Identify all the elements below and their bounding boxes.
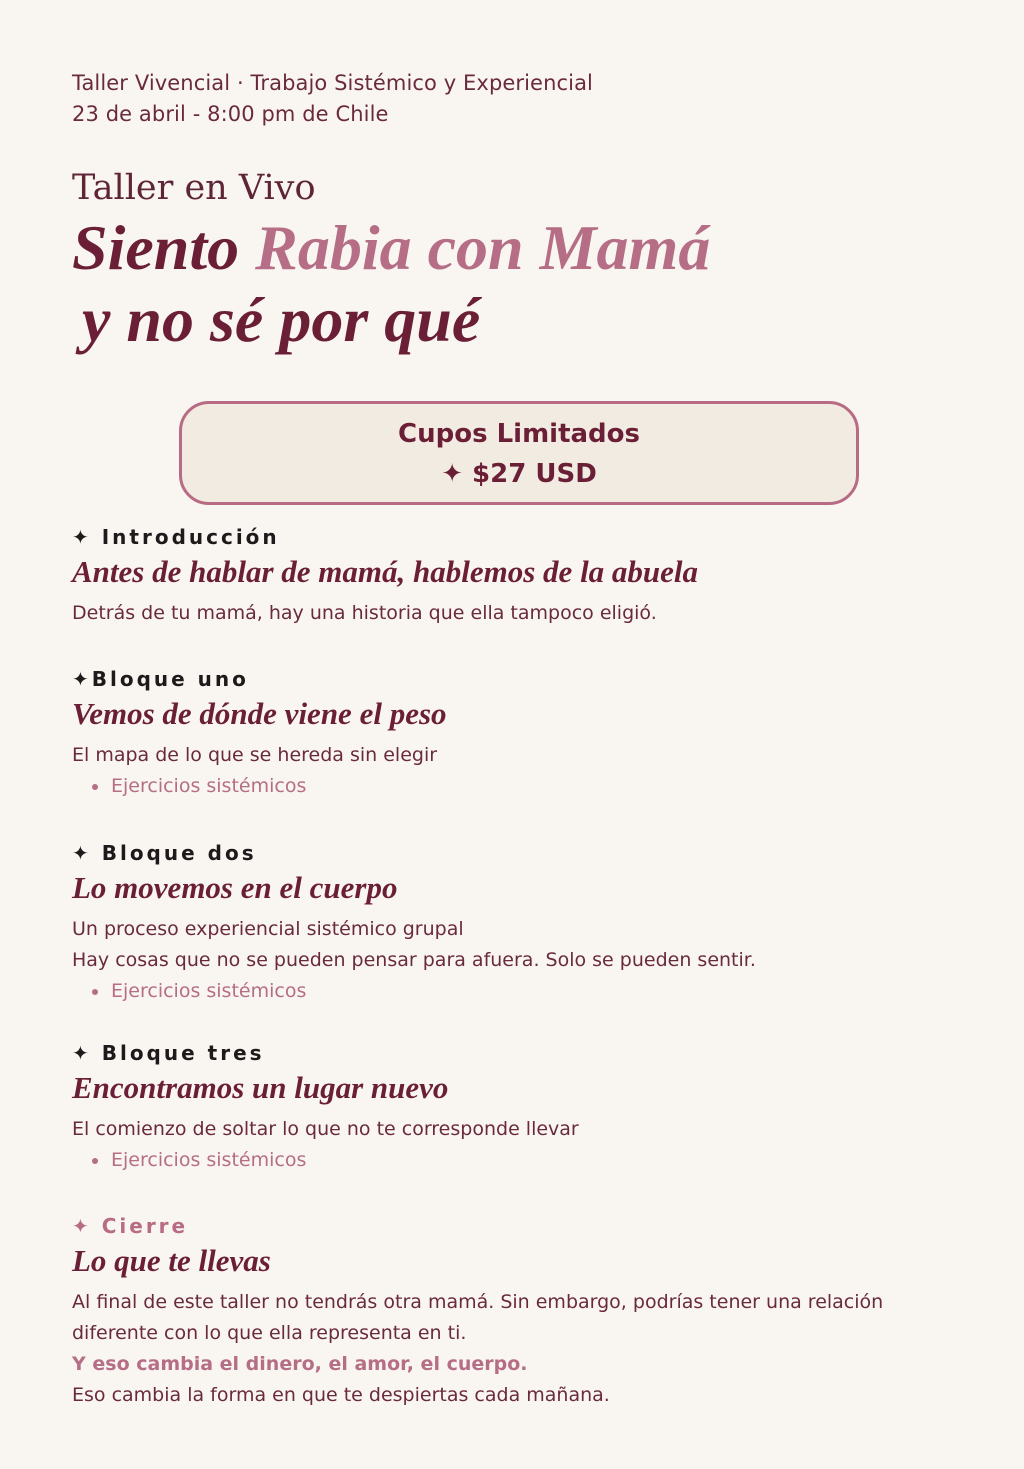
section-text: Un proceso experiencial sistémico grupal (72, 918, 464, 940)
workshop-type: Taller Vivencial · Trabajo Sistémico y Experiencial (72, 71, 593, 95)
limited-spots-badge (179, 401, 859, 505)
section-title: Antes de hablar de mamá, hablemos de la abuela (72, 554, 699, 589)
section-text: Detrás de tu mamá, hay una historia que ella tampoco eligió. (72, 602, 657, 624)
hero-title-accent: Rabia con Mamá (255, 212, 711, 283)
section-text: El comienzo de soltar lo que no te corresponde llevar (72, 1118, 579, 1140)
hero-title-line2: y no sé por qué (82, 284, 481, 355)
list-item: Ejercicios sistémicos (72, 771, 952, 802)
section-label: ✦Bloque uno (72, 667, 249, 691)
section-bloque-tres (72, 1040, 952, 1176)
list-item: Ejercicios sistémicos (72, 1145, 952, 1176)
section-label: ✦ Bloque dos (72, 841, 257, 865)
limited-spots-label: Cupos Limitados (398, 419, 640, 449)
section-highlight: Y eso cambia el dinero, el amor, el cuerpo. (72, 1353, 528, 1375)
section-text: Al final de este taller no tendrás otra mamá. Sin embargo, podrías tener una relación (72, 1291, 884, 1313)
section-label: ✦ Bloque tres (72, 1041, 265, 1065)
section-title: Encontramos un lugar nuevo (72, 1070, 449, 1105)
section-title: Lo que te llevas (72, 1243, 271, 1278)
section-cierre (72, 1213, 952, 1411)
hero-title (72, 212, 952, 356)
price-label: ✦ $27 USD (441, 459, 597, 489)
list-item: Ejercicios sistémicos (72, 976, 952, 1007)
section-title: Lo movemos en el cuerpo (72, 870, 398, 905)
hero-kicker: Taller en Vivo (72, 168, 316, 208)
workshop-flyer (72, 68, 952, 1406)
event-meta (72, 68, 952, 130)
section-introduccion (72, 524, 952, 629)
section-bloque-dos (72, 840, 952, 1007)
section-text: El mapa de lo que se hereda sin elegir (72, 744, 438, 766)
section-title: Vemos de dónde viene el peso (72, 696, 447, 731)
section-text: Hay cosas que no se pueden pensar para afuera. Solo se pueden sentir. (72, 949, 756, 971)
section-text: Eso cambia la forma en que te despiertas cada mañana. (72, 1384, 610, 1406)
section-label: ✦ Introducción (72, 525, 280, 549)
section-label: ✦ Cierre (72, 1214, 189, 1238)
section-text: diferente con lo que ella representa en ti. (72, 1322, 467, 1344)
event-date: 23 de abril - 8:00 pm de Chile (72, 102, 389, 126)
hero-title-part1: Siento (72, 212, 240, 283)
section-bloque-uno (72, 666, 952, 802)
